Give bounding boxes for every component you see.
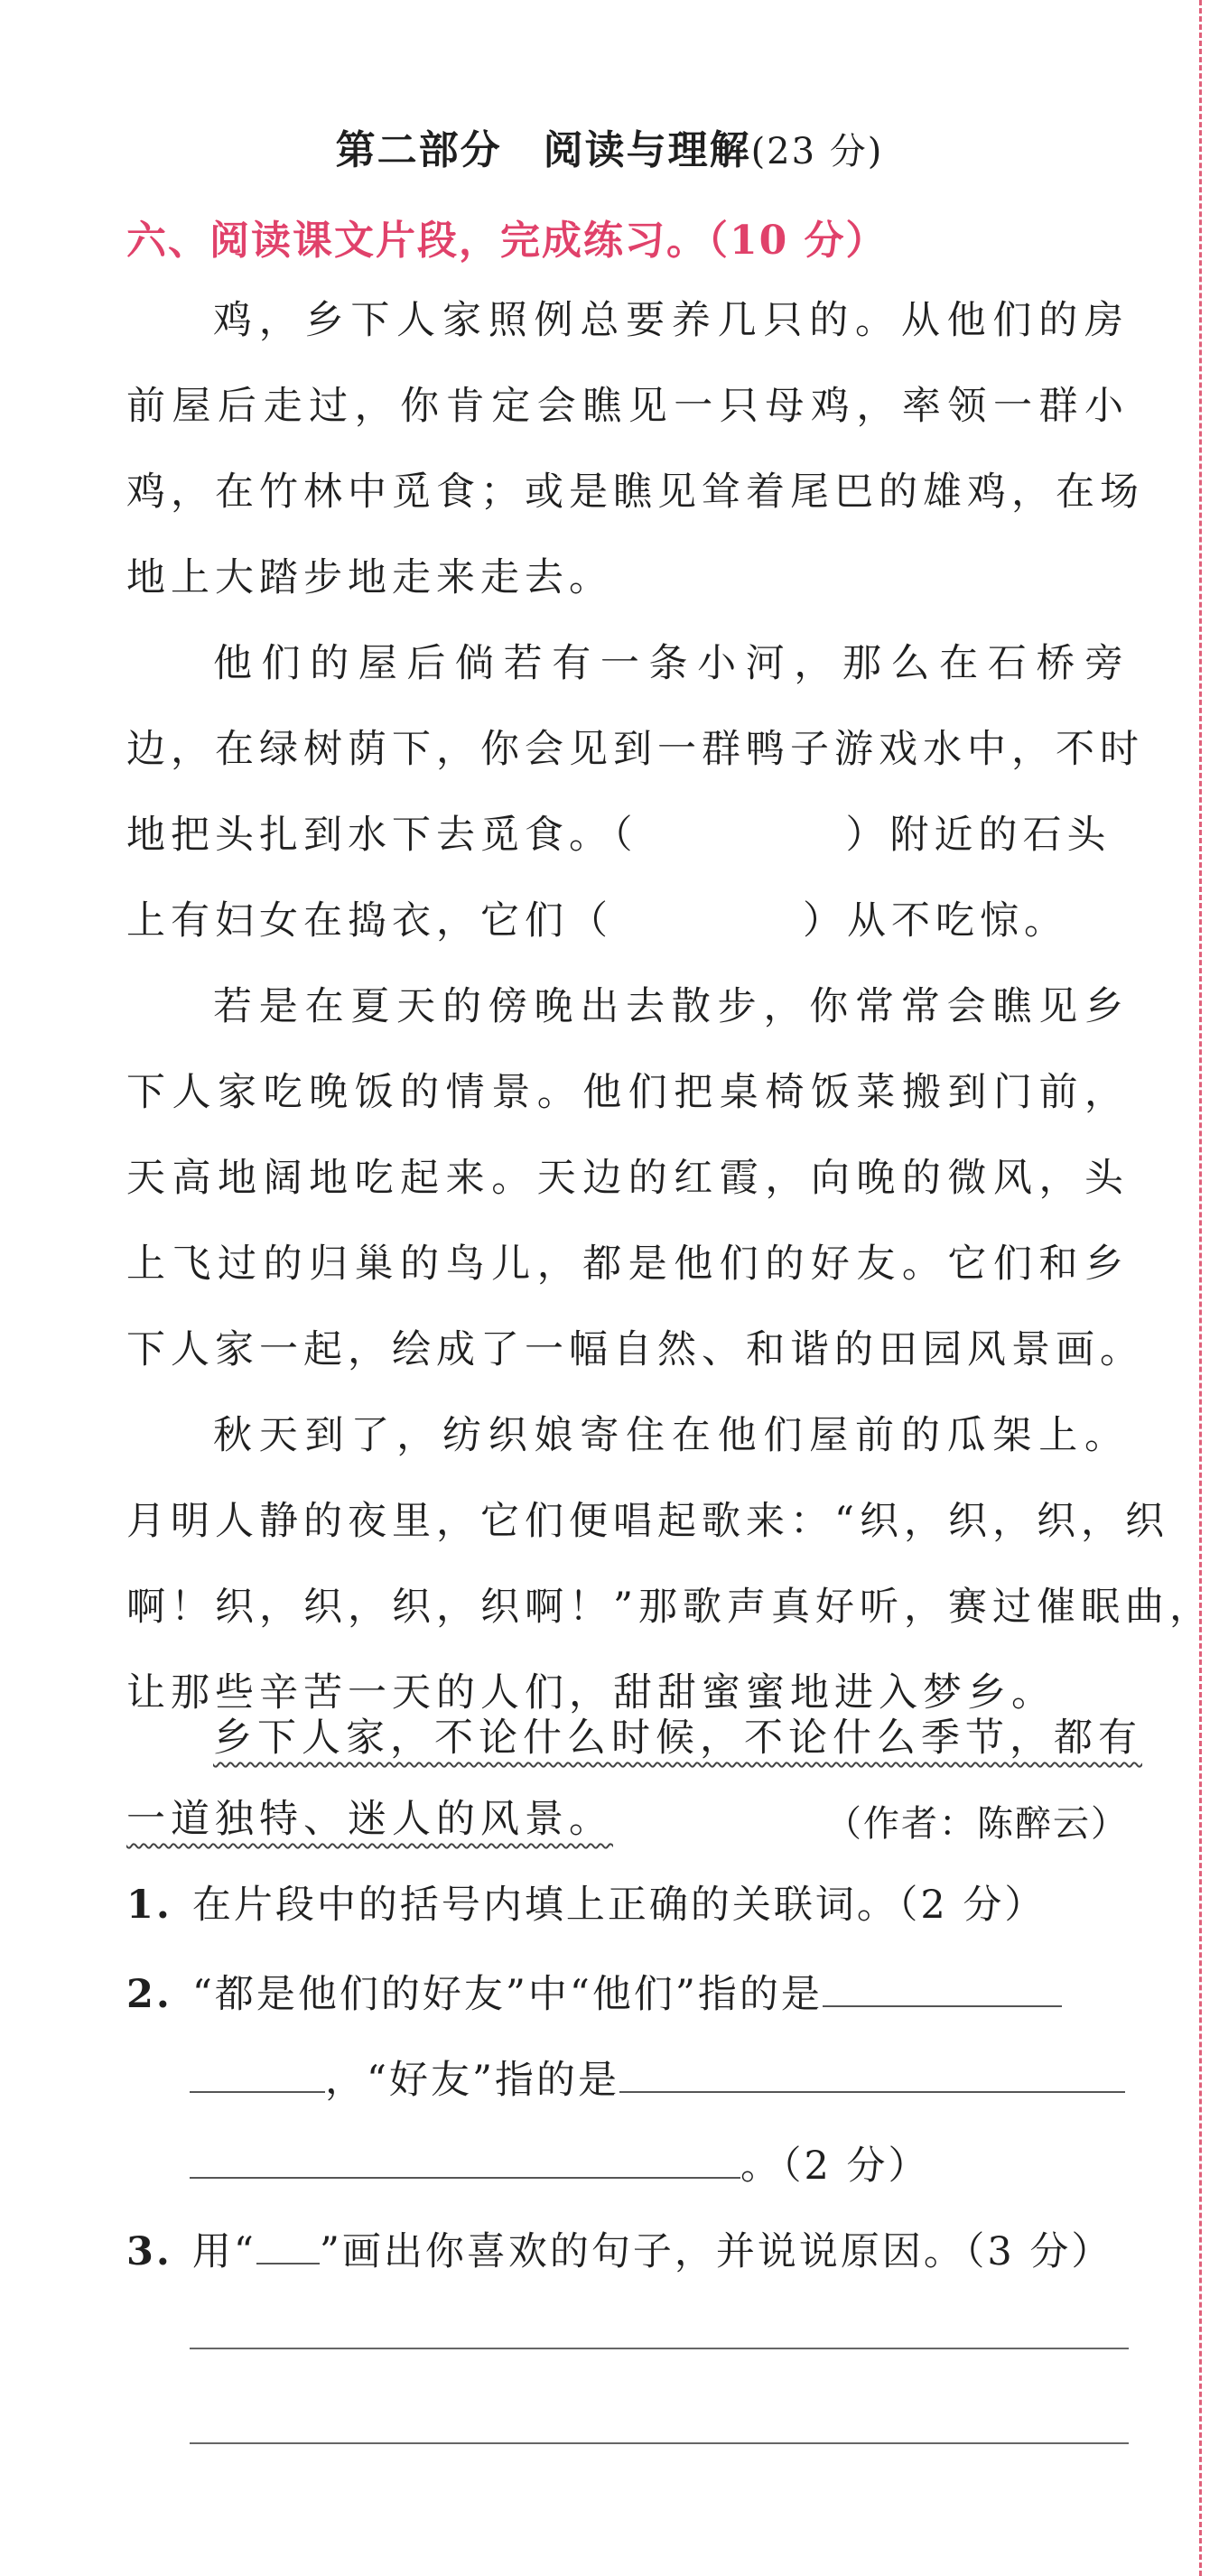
underlined-text: 一道独特、迷人的风景。: [126, 1797, 613, 1842]
author-credit: （作者：陈醉云）: [825, 1803, 1129, 1845]
section-title: [0, 117, 1219, 175]
question-header: 六、阅读课文片段，完成练习。（10 分）: [126, 218, 888, 264]
question-text: 在片段中的括号内填上正确的关联词。（2 分）: [191, 1883, 1047, 1928]
question-number: 3.: [126, 2229, 172, 2274]
passage-line: 前屋后走过，你肯定会瞧见一只母鸡，率领一群小: [126, 384, 1129, 429]
question-text: “都是他们的好友”中“他们”指的是: [191, 1972, 823, 2017]
passage-line: 让那些辛苦一天的人们，甜甜蜜蜜地进入梦乡。: [126, 1670, 1056, 1716]
answer-line[interactable]: [190, 2442, 1129, 2444]
passage-text: 上有妇女在捣衣，它们: [126, 898, 569, 944]
passage-line: 秋天到了，纺织娘寄住在他们屋前的瓜架上。: [213, 1413, 1129, 1458]
passage-line: 天高地阔地吃起来。天边的红霞，向晚的微风，头: [126, 1156, 1129, 1201]
section-title-text: 第二部分 阅读与理解: [335, 127, 751, 173]
underline-sample: [256, 2221, 320, 2264]
question-text: ”画出你喜欢的句子，并说说原因。（3 分）: [319, 2229, 1113, 2274]
passage-line: 鸡，乡下人家照例总要养几只的。从他们的房: [213, 298, 1129, 343]
passage-line: 地上大踏步地走来走去。: [126, 555, 613, 600]
question-3: [126, 2221, 1112, 2279]
answer-blank[interactable]: [190, 2050, 325, 2093]
underlined-sentence: [213, 1711, 1142, 1765]
answer-blank[interactable]: [190, 2135, 740, 2179]
question-number: 2.: [126, 1972, 172, 2017]
question-number: 1.: [126, 1883, 172, 1928]
answer-blank[interactable]: [823, 1964, 1062, 2007]
fold-line: [1199, 0, 1202, 2576]
question-2-continued: [190, 2050, 1125, 2107]
passage-line: 上飞过的归巢的鸟儿，都是他们的好友。它们和乡: [126, 1242, 1129, 1287]
passage-line: 他们的屋后倘若有一条小河，那么在石桥旁: [213, 641, 1129, 686]
passage-line-with-blank: 地把头扎到水下去觅食。（ ）附近的石头: [126, 813, 1112, 858]
underlined-text: 乡下人家，不论什么时候，不论什么季节，都有: [213, 1716, 1142, 1761]
passage-line: 啊！织，织，织，织啊！”那歌声真好听，赛过催眠曲，: [126, 1585, 1214, 1630]
answer-blank[interactable]: [619, 2050, 1125, 2093]
passage-text: 地把头扎到水下去觅食。: [126, 813, 613, 858]
passage-text: 从不吃惊。: [847, 898, 1068, 944]
passage-line: 边，在绿树荫下，你会见到一群鸭子游戏水中，不时: [126, 727, 1144, 772]
passage-line: 下人家一起，绘成了一幅自然、和谐的田园风景画。: [126, 1327, 1144, 1372]
passage-line: 鸡，在竹林中觅食；或是瞧见耸着尾巴的雄鸡，在场: [126, 470, 1144, 515]
question-text: 。（2 分）: [740, 2144, 930, 2189]
passage-line: 若是在夏天的傍晚出去散步，你常常会瞧见乡: [213, 984, 1129, 1029]
passage-line-with-blank: 上有妇女在捣衣，它们（ ）从不吃惊。: [126, 898, 1068, 944]
question-2: [126, 1964, 1062, 2022]
passage-line: 月明人静的夜里，它们便唱起歌来：“织，织，织，织: [126, 1499, 1169, 1544]
answer-line[interactable]: [190, 2348, 1129, 2349]
question-text: 用“: [191, 2229, 256, 2274]
passage-line: 下人家吃晚饭的情景。他们把桌椅饭菜搬到门前，: [126, 1070, 1129, 1115]
question-text: ，“好友”指的是: [325, 2058, 619, 2103]
section-score: (23 分): [750, 131, 884, 172]
question-1: [126, 1878, 1046, 1932]
question-2-end: [190, 2135, 930, 2193]
passage-text: 附近的石头: [889, 813, 1112, 858]
